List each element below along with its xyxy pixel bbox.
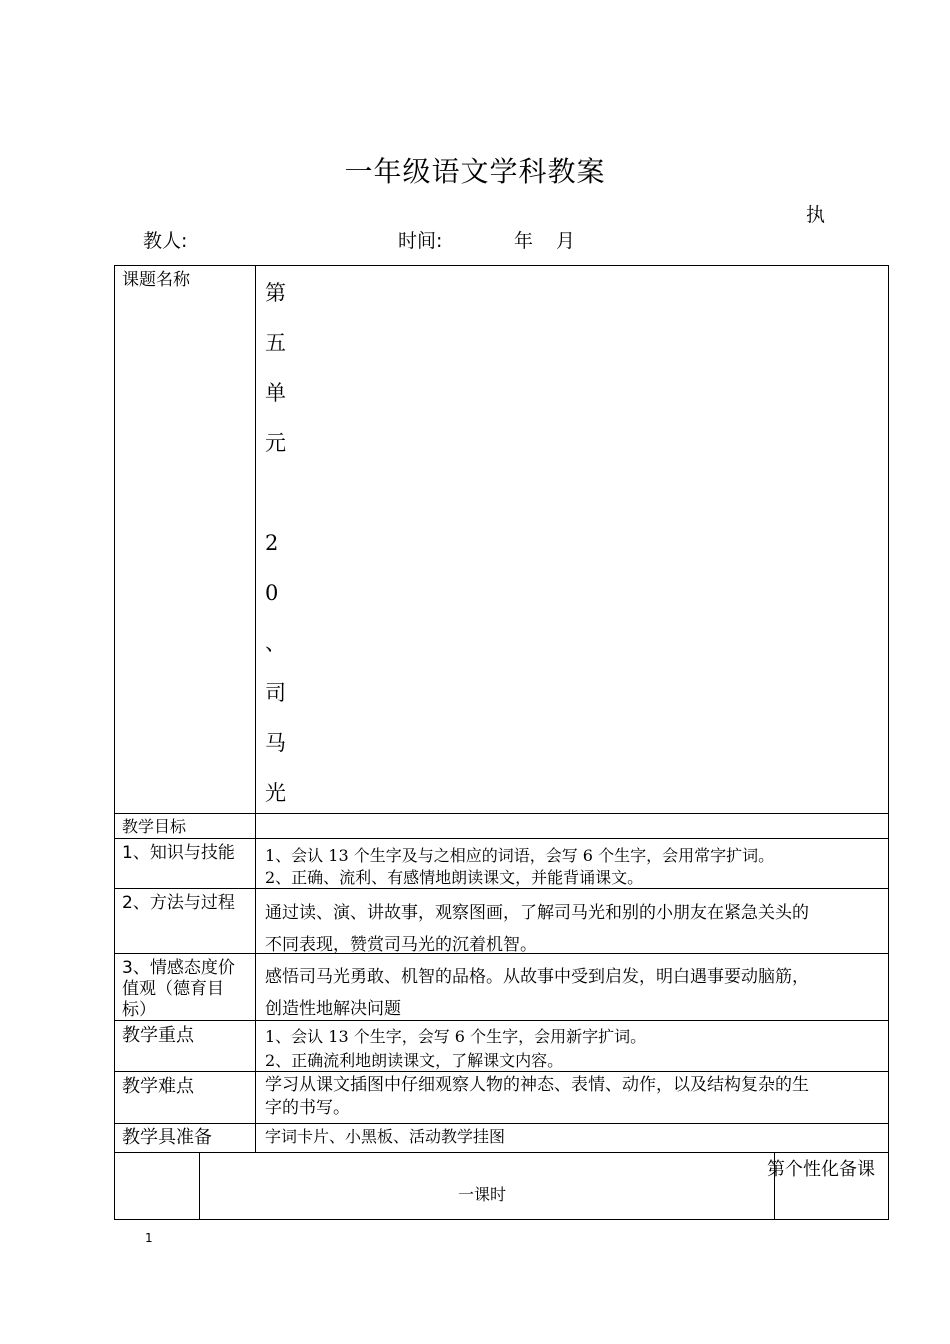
month-label: 月 <box>556 230 576 252</box>
row-divider <box>114 1152 889 1153</box>
emotion-values-content <box>265 961 883 1025</box>
focus-line: 1、会认 13 个生字，会写 6 个生字，会用新字扩词。 <box>265 1027 647 1046</box>
lesson-name-char: 元 <box>265 431 286 455</box>
lesson-name-char: 0 <box>265 581 279 605</box>
emotion-line: 创造性地解决问题 <box>265 999 401 1019</box>
teaching-difficulty-label: 教学难点 <box>122 1076 194 1097</box>
method-line: 不同表现，赞赏司马光的沉着机智。 <box>265 935 537 955</box>
method-line: 通过读、演、讲故事，观察图画，了解司马光和别的小朋友在紧急关头的 <box>265 903 809 923</box>
lesson-name-char: 马 <box>265 731 286 755</box>
session-di-char: 第 <box>767 1159 785 1180</box>
lesson-name-char <box>265 478 286 528</box>
column-divider <box>255 265 256 1152</box>
lesson-name-char: 第 <box>265 281 286 305</box>
method-process-label: 2、方法与过程 <box>122 893 235 913</box>
teaching-prep-content: 字词卡片、小黑板、活动教学挂图 <box>265 1127 506 1146</box>
emotion-values-label: 3、情感态度价值观（德育目标） <box>122 958 235 1020</box>
row-divider <box>114 1123 889 1124</box>
column-divider-bottom-left <box>199 1152 200 1220</box>
focus-line: 2、正确流利地朗读课文，了解课文内容。 <box>265 1051 564 1070</box>
personal-prep-header <box>767 1155 875 1181</box>
page-title: 一年级语文学科教案 <box>344 155 606 188</box>
knowledge-skills-content <box>265 845 883 889</box>
knowledge-line: 2、正确、流利、有感情地朗读课文，并能背诵课文。 <box>265 868 644 887</box>
time-label: 时间: <box>398 230 443 252</box>
lesson-name-char: 光 <box>265 781 286 805</box>
lesson-name-char: 司 <box>265 681 286 705</box>
knowledge-line: 1、会认 13 个生字及与之相应的词语，会写 6 个生字，会用常字扩词。 <box>265 846 775 865</box>
teaching-prep-label: 教学具准备 <box>122 1127 212 1148</box>
lesson-name-char: 、 <box>265 631 286 655</box>
row-divider <box>114 813 889 814</box>
emotion-line: 感悟司马光勇敢、机智的品格。从故事中受到启发，明白遇事要动脑筋， <box>265 967 809 987</box>
teaching-focus-label: 教学重点 <box>122 1025 194 1046</box>
teaching-focus-content <box>265 1025 883 1073</box>
session-label: 一课时 <box>458 1185 507 1204</box>
teaching-difficulty-content <box>265 1074 883 1120</box>
personal-prep-label: 个性化备课 <box>785 1159 875 1180</box>
difficulty-line: 字的书写。 <box>265 1098 350 1118</box>
row-divider <box>114 838 889 839</box>
lesson-name-char: 单 <box>265 381 286 405</box>
lesson-name-char: 五 <box>265 331 286 355</box>
knowledge-skills-label: 1、知识与技能 <box>122 843 235 863</box>
difficulty-line: 学习从课文插图中仔细观察人物的神态、表情、动作，以及结构复杂的生 <box>265 1075 809 1095</box>
lesson-name-vertical <box>265 278 286 828</box>
teacher-label: 教人: <box>143 230 188 252</box>
year-label: 年 <box>514 230 534 252</box>
executor-char: 执 <box>806 204 826 226</box>
teaching-goals-label: 教学目标 <box>122 817 187 836</box>
method-process-content <box>265 897 883 961</box>
lesson-name-label: 课题名称 <box>122 270 190 290</box>
lesson-name-char: 2 <box>265 531 279 555</box>
page-number: 1 <box>145 1231 153 1245</box>
